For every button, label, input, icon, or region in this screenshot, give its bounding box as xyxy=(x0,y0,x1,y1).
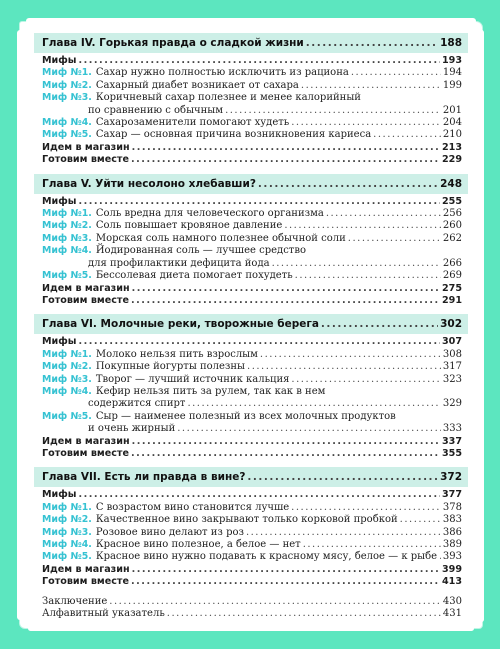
entry-text: Кефир нельзя пить за рулем, так как в нем xyxy=(95,385,326,397)
leader-dots xyxy=(301,80,441,92)
entry-text-continuation: по сравнению с обычным xyxy=(88,104,224,116)
chapter-entries xyxy=(42,487,462,588)
entry-text: Готовим вместе xyxy=(42,447,130,459)
toc-entry-continuation[interactable] xyxy=(42,105,462,117)
entry-page-number: 199 xyxy=(442,79,462,91)
chapter-page-number: 302 xyxy=(440,318,462,331)
myth-label: Миф №2. xyxy=(42,79,92,91)
leader-dots xyxy=(291,117,441,129)
entry-page-number: 275 xyxy=(441,282,462,294)
myth-label: Миф №3. xyxy=(42,232,92,244)
entry-text: С возрастом вино становится лучше xyxy=(95,501,290,513)
myth-label: Миф №1. xyxy=(42,348,92,360)
chapter-page-number: 248 xyxy=(440,177,462,190)
entry-text: Красное вино полезное, а белое — нет xyxy=(95,539,301,550)
entry-page-number: 377 xyxy=(441,489,462,501)
toc-entry[interactable] xyxy=(42,502,462,514)
chapter-section xyxy=(42,174,462,308)
entry-page-number: 333 xyxy=(442,423,462,435)
entry-text: Заключение xyxy=(42,595,108,607)
myth-label: Миф №2. xyxy=(42,514,92,526)
entry-page-number: 255 xyxy=(441,195,462,207)
entry-text: Алфавитный указатель xyxy=(42,608,165,620)
entry-text: Мифы xyxy=(42,55,77,66)
entry-page-number: 308 xyxy=(442,348,462,360)
chapter-section xyxy=(42,33,462,167)
myth-label: Миф №4. xyxy=(42,245,92,257)
toc-entry[interactable] xyxy=(42,608,462,620)
entry-text: Коричневый сахар полезнее и менее калорийный xyxy=(95,92,361,104)
leader-dots xyxy=(291,502,441,514)
leader-dots xyxy=(272,258,441,270)
entry-text: Покупные йогурты полезны xyxy=(95,361,246,373)
toc-subheading[interactable] xyxy=(42,295,462,307)
entry-text-continuation: для профилактики дефицита йода xyxy=(88,257,270,269)
entry-page-number: 266 xyxy=(442,257,462,269)
myth-label: Миф №2. xyxy=(42,361,92,373)
entry-text: Сахар нужно полностью исключить из рациона xyxy=(95,67,349,79)
myth-label: Миф №3. xyxy=(42,92,92,104)
entry-page-number: 213 xyxy=(441,141,462,153)
entry-page-number: 194 xyxy=(442,67,462,79)
leader-dots xyxy=(260,349,441,361)
toc-subheading[interactable] xyxy=(42,154,462,166)
entry-text: Розовое вино делают из роз xyxy=(95,526,244,538)
leader-dots xyxy=(400,514,441,526)
entry-page-number: 378 xyxy=(442,501,462,513)
toc-entry[interactable] xyxy=(42,92,462,104)
toc-entry[interactable] xyxy=(42,80,462,92)
toc-subheading[interactable] xyxy=(42,55,462,67)
toc-subheading[interactable] xyxy=(42,283,462,295)
toc-subheading[interactable] xyxy=(42,336,462,348)
myth-label: Миф №5. xyxy=(42,129,92,141)
table-of-contents xyxy=(42,33,462,620)
entry-page-number: 204 xyxy=(442,117,462,129)
leader-dots xyxy=(306,37,438,50)
toc-entry[interactable] xyxy=(42,220,462,232)
entry-text-continuation: и очень жирный xyxy=(88,423,176,435)
chapter-entries xyxy=(42,334,462,460)
leader-dots xyxy=(131,154,440,166)
entry-text: Бессолевая диета помогает похудеть xyxy=(95,270,293,282)
leader-dots xyxy=(132,142,440,154)
entry-text: Сахар — основная причина возникновения кариеса xyxy=(95,129,372,141)
leader-dots xyxy=(295,270,441,282)
leader-dots xyxy=(78,336,440,348)
entry-page-number: 399 xyxy=(441,563,462,575)
toc-entry[interactable] xyxy=(42,514,462,526)
entry-text: Готовим вместе xyxy=(42,294,130,306)
toc-entry[interactable] xyxy=(42,386,462,398)
entry-page-number: 431 xyxy=(442,608,462,620)
entry-page-number: 291 xyxy=(441,294,462,306)
toc-entry[interactable] xyxy=(42,361,462,373)
toc-entry[interactable] xyxy=(42,208,462,220)
toc-subheading[interactable] xyxy=(42,489,462,501)
toc-entry-continuation[interactable] xyxy=(42,398,462,410)
toc-entry[interactable] xyxy=(42,349,462,361)
chapter-section xyxy=(42,314,462,460)
entry-page-number: 393 xyxy=(442,551,462,563)
entry-page-number: 260 xyxy=(442,220,462,232)
chapter-title: Глава V. Уйти несолоно хлебавши? xyxy=(42,177,256,190)
myth-label: Миф №4. xyxy=(42,385,92,397)
entry-page-number: 269 xyxy=(442,270,462,282)
leader-dots xyxy=(132,436,440,448)
entry-text: Идем в магазин xyxy=(42,141,130,153)
entry-page-number: 323 xyxy=(442,373,462,385)
leader-dots xyxy=(351,67,441,79)
entry-page-number: 256 xyxy=(442,208,462,220)
entry-text: Творог — лучший источник кальция xyxy=(95,373,290,385)
entry-page-number: 317 xyxy=(442,361,462,373)
toc-entry[interactable] xyxy=(42,129,462,141)
entry-text: Готовим вместе xyxy=(42,154,130,166)
myth-label: Миф №5. xyxy=(42,270,92,282)
entry-page-number: 329 xyxy=(442,398,462,410)
toc-entry[interactable] xyxy=(42,411,462,423)
chapter-title: Глава VII. Есть ли правда в вине? xyxy=(42,471,246,484)
toc-entry[interactable] xyxy=(42,551,462,563)
toc-subheading[interactable] xyxy=(42,196,462,208)
toc-entry[interactable] xyxy=(42,270,462,282)
leader-dots xyxy=(131,295,440,307)
chapter-entries xyxy=(42,194,462,308)
toc-subheading[interactable] xyxy=(42,564,462,576)
entry-page-number: 229 xyxy=(441,154,462,166)
entry-page-number: 307 xyxy=(441,336,462,348)
myth-label: Миф №3. xyxy=(42,526,92,538)
myth-label: Миф №5. xyxy=(42,551,92,563)
entry-text: Идем в магазин xyxy=(42,435,130,447)
leader-dots xyxy=(247,471,438,484)
leader-dots xyxy=(258,178,438,191)
toc-subheading[interactable] xyxy=(42,576,462,588)
leader-dots xyxy=(348,233,441,245)
leader-dots xyxy=(321,318,438,331)
entry-page-number: 210 xyxy=(442,129,462,141)
entry-text: Мифы xyxy=(42,336,77,348)
leader-dots xyxy=(132,564,440,576)
toc-entry-continuation[interactable] xyxy=(42,423,462,435)
entry-page-number: 389 xyxy=(442,539,462,550)
leader-dots xyxy=(291,374,440,386)
entry-text: Готовим вместе xyxy=(42,576,130,588)
toc-entry[interactable] xyxy=(42,233,462,245)
chapter-heading[interactable] xyxy=(34,33,468,53)
entry-page-number: 337 xyxy=(441,435,462,447)
entry-text: Идем в магазин xyxy=(42,563,130,575)
leader-dots xyxy=(167,608,441,620)
toc-subheading[interactable] xyxy=(42,436,462,448)
toc-entry[interactable] xyxy=(42,527,462,539)
entry-text: Идем в магазин xyxy=(42,282,130,294)
leader-dots xyxy=(326,208,441,220)
entry-text: Мифы xyxy=(42,489,77,501)
leader-dots xyxy=(284,220,441,232)
toc-entry[interactable] xyxy=(42,245,462,257)
chapter-page-number: 188 xyxy=(440,37,462,49)
entry-page-number: 355 xyxy=(441,447,462,459)
myth-label: Миф №3. xyxy=(42,373,92,385)
entry-text: Морская соль намного полезнее обычной соли xyxy=(95,232,346,244)
leader-dots xyxy=(132,283,440,295)
chapter-heading[interactable] xyxy=(34,174,468,194)
leader-dots xyxy=(109,596,441,608)
entry-page-number: 430 xyxy=(442,595,462,607)
myth-label: Миф №5. xyxy=(42,410,92,422)
entry-text: Соль вредна для человеческого организма xyxy=(95,208,324,220)
toc-entry[interactable] xyxy=(42,539,462,551)
toc-subheading[interactable] xyxy=(42,142,462,154)
myth-label: Миф №2. xyxy=(42,220,92,232)
toc-entry-continuation[interactable] xyxy=(42,258,462,270)
leader-dots xyxy=(247,361,441,373)
entry-page-number: 413 xyxy=(441,576,462,588)
entry-page-number: 262 xyxy=(442,232,462,244)
entry-text: Молоко нельзя пить взрослым xyxy=(95,348,258,360)
chapter-title: Глава VI. Молочные реки, творожные берега xyxy=(42,318,319,331)
chapter-heading[interactable] xyxy=(34,467,468,487)
toc-entry[interactable] xyxy=(42,374,462,386)
chapter-title: Глава IV. Горькая правда о сладкой жизни xyxy=(42,37,304,49)
toc-entry[interactable] xyxy=(42,67,462,79)
chapter-page-number: 372 xyxy=(440,471,462,484)
toc-subheading[interactable] xyxy=(42,448,462,460)
entry-text: Сахарный диабет возникает от сахара xyxy=(95,79,299,91)
myth-label: Миф №4. xyxy=(42,539,92,550)
entry-text: Соль повышает кровяное давление xyxy=(95,220,283,232)
leader-dots xyxy=(131,576,440,588)
entry-text: Мифы xyxy=(42,195,77,207)
myth-label: Миф №1. xyxy=(42,67,92,79)
leader-dots xyxy=(303,539,441,551)
back-matter xyxy=(42,596,462,621)
myth-label: Миф №1. xyxy=(42,501,92,513)
leader-dots xyxy=(187,398,440,410)
entry-text-continuation: содержится спирт xyxy=(88,398,186,410)
entry-text: Йодированная соль — лучшее средство xyxy=(95,245,306,257)
chapter-heading[interactable] xyxy=(34,314,468,334)
entry-text: Сахарозаменители помогают худеть xyxy=(95,117,290,129)
leader-dots xyxy=(78,196,440,208)
chapter-entries xyxy=(42,53,462,167)
leader-dots xyxy=(177,423,441,435)
leader-dots xyxy=(439,551,441,563)
entry-page-number: 193 xyxy=(441,55,462,66)
entry-text: Сыр — наименее полезный из всех молочных продуктов xyxy=(95,410,396,422)
leader-dots xyxy=(246,527,441,539)
entry-text: Красное вино нужно подавать к красному мясу, белое — к рыбе xyxy=(95,551,438,563)
myth-label: Миф №1. xyxy=(42,208,92,220)
myth-label: Миф №4. xyxy=(42,117,92,129)
leader-dots xyxy=(225,105,441,117)
entry-page-number: 201 xyxy=(442,104,462,116)
chapter-section xyxy=(42,467,462,588)
toc-entry[interactable] xyxy=(42,596,462,608)
leader-dots xyxy=(373,129,441,141)
leader-dots xyxy=(131,448,440,460)
toc-entry[interactable] xyxy=(42,117,462,129)
entry-text: Качественное вино закрывают только корковой пробкой xyxy=(95,514,398,526)
entry-page-number: 386 xyxy=(442,526,462,538)
leader-dots xyxy=(78,55,440,67)
entry-page-number: 383 xyxy=(442,514,462,526)
leader-dots xyxy=(78,489,440,501)
